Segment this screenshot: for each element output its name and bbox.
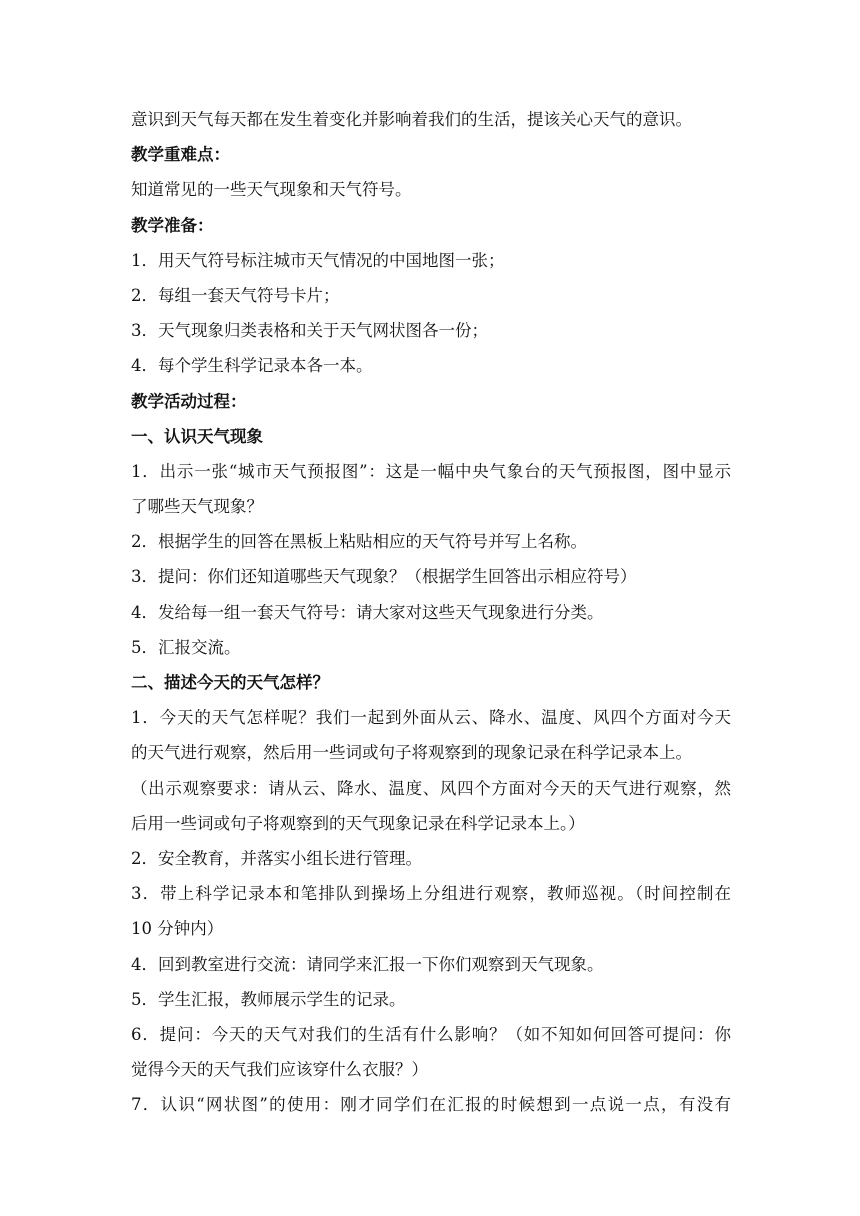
list-item: 1．今天的天气怎样呢？我们一起到外面从云、降水、温度、风四个方面对今天 [131,708,731,728]
text-line: 10 分钟内） [131,919,224,939]
list-item: 3．天气现象归类表格和关于天气网状图各一份； [131,321,488,341]
text-line: 知道常见的一些天气现象和天气符号。 [131,180,412,200]
list-item: 4．发给每一组一套天气符号：请大家对这些天气现象进行分类。 [131,602,604,622]
list-item: 4．回到教室进行交流：请同学来汇报一下你们观察到天气现象。 [131,954,604,974]
list-item: 5．汇报交流。 [131,637,241,657]
text-line: （出示观察要求：请从云、降水、温度、风四个方面对今天的天气进行观察，然 [131,778,731,798]
text-line: 觉得今天的天气我们应该穿什么衣服？） [131,1060,428,1080]
list-item: 2．每组一套天气符号卡片； [131,285,340,305]
list-item: 2．根据学生的回答在黑板上粘贴相应的天气符号并写上名称。 [131,532,587,552]
list-item: 2．安全教育，并落实小组长进行管理。 [131,848,422,868]
section-heading: 教学准备： [131,215,214,235]
text-line: 意识到天气每天都在发生着变化并影响着我们的生活，提该关心天气的意识。 [131,110,692,129]
section-heading: 一、认识天气现象 [131,426,263,446]
list-item: 4．每个学生科学记录本各一本。 [131,356,373,376]
section-heading: 二、描述今天的天气怎样？ [131,673,329,692]
list-item: 6．提问：今天的天气对我们的生活有什么影响？（如不知如何回答可提问：你 [131,1024,731,1044]
list-item: 3．带上科学记录本和笔排队到操场上分组进行观察，教师巡视。（时间控制在 [131,884,731,904]
text-line: 的天气进行观察，然后用一些词或句子将观察到的现象记录在科学记录本上。 [131,743,692,763]
list-item: 7．认识“网状图”的使用：刚才同学们在汇报的时候想到一点说一点，有没有 [131,1095,731,1115]
section-heading: 教学重难点： [131,145,230,165]
text-line: 后用一些词或句子将观察到的天气现象记录在科学记录本上。） [131,813,585,833]
list-item: 1．用天气符号标注城市天气情况的中国地图一张； [131,250,505,270]
section-heading: 教学活动过程： [131,391,247,411]
list-item: 1．出示一张“城市天气预报图”：这是一幅中央气象台的天气预报图，图中显示 [131,461,731,481]
list-item: 3．提问：你们还知道哪些天气现象？（根据学生回答出示相应符号） [131,567,637,587]
text-line: 了哪些天气现象？ [131,497,263,517]
document-page [131,104,731,1124]
list-item: 5．学生汇报，教师展示学生的记录。 [131,989,406,1009]
